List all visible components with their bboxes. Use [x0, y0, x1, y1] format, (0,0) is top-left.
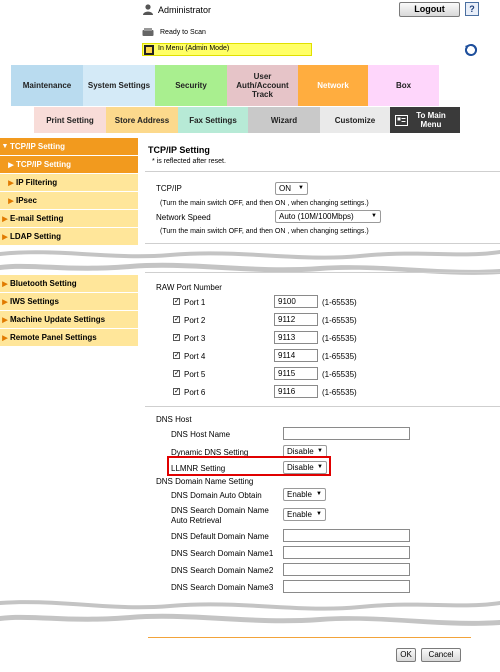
llmnr-label: LLMNR Setting — [171, 464, 226, 473]
arrow-right-icon: ▶ — [2, 316, 8, 324]
dynamic-dns-select[interactable]: Disable ▼ — [283, 445, 327, 458]
tab-maintenance[interactable]: Maintenance — [11, 65, 83, 106]
tab-customize[interactable]: Customize — [320, 107, 390, 133]
dynamic-dns-label: Dynamic DNS Setting — [171, 448, 249, 457]
dns-search-name2-label: DNS Search Domain Name2 — [171, 566, 274, 575]
port5-range: (1-65535) — [322, 370, 357, 379]
port6-label: Port 6 — [184, 388, 206, 397]
port5-checkbox[interactable]: ✓ — [174, 370, 180, 377]
admin-user-icon — [142, 4, 154, 15]
port2-input[interactable]: 9112 — [274, 313, 318, 326]
status-text: Ready to Scan — [160, 29, 206, 36]
page-title: TCP/IP Setting — [148, 145, 210, 155]
dns-host-title: DNS Host — [156, 415, 192, 424]
port1-input[interactable]: 9100 — [274, 295, 318, 308]
port1-label: Port 1 — [184, 298, 206, 307]
dns-search-name1-input[interactable] — [283, 546, 410, 559]
main-menu-icon — [395, 115, 408, 126]
page-break — [0, 595, 500, 629]
port3-checkbox[interactable]: ✓ — [174, 334, 180, 341]
tab-box[interactable]: Box — [368, 65, 439, 106]
network-speed-label: Network Speed — [156, 213, 211, 222]
tab-fax-settings[interactable]: Fax Settings — [178, 107, 248, 133]
port2-checkbox[interactable]: ✓ — [174, 316, 180, 323]
divider — [145, 171, 500, 172]
divider — [145, 272, 500, 273]
sidebar-item-ldap-setting[interactable]: ▶ LDAP Setting — [0, 228, 138, 246]
reset-note: * is reflected after reset. — [152, 158, 226, 165]
chevron-down-icon: ▼ — [298, 185, 304, 191]
arrow-right-icon: ▶ — [8, 179, 14, 187]
ok-button[interactable]: OK — [396, 648, 416, 662]
tab-network[interactable]: Network — [298, 65, 368, 106]
sidebar-item-iws-settings[interactable]: ▶ IWS Settings — [0, 293, 138, 311]
sidebar-item-email-setting[interactable]: ▶ E-mail Setting — [0, 210, 138, 228]
dns-search-auto-label-line2: Auto Retrieval — [171, 516, 222, 525]
speed-hint: (Turn the main switch OFF, and then ON , when changing settings.) — [160, 228, 369, 235]
dns-search-auto-label: DNS Search Domain Name — [171, 506, 269, 515]
dns-domain-auto-obtain-label: DNS Domain Auto Obtain — [171, 491, 262, 500]
arrow-right-icon: ▶ — [8, 161, 14, 169]
sidebar-item-remote-panel-settings[interactable]: ▶ Remote Panel Settings — [0, 329, 138, 347]
tab-security[interactable]: Security — [155, 65, 227, 106]
port3-label: Port 3 — [184, 334, 206, 343]
port4-checkbox[interactable]: ✓ — [174, 352, 180, 359]
sidebar-item-bluetooth-setting[interactable]: ▶ Bluetooth Setting — [0, 275, 138, 293]
port1-range: (1-65535) — [322, 298, 357, 307]
admin-mode-text: In Menu (Admin Mode) — [158, 45, 230, 52]
tab-system-settings[interactable]: System Settings — [83, 65, 155, 106]
port6-input[interactable]: 9116 — [274, 385, 318, 398]
tab-store-address[interactable]: Store Address — [106, 107, 178, 133]
chevron-down-icon: ▼ — [316, 491, 322, 497]
arrow-right-icon: ▶ — [2, 215, 8, 223]
to-main-menu-button[interactable] — [390, 107, 460, 133]
chevron-down-icon: ▼ — [371, 213, 377, 219]
network-speed-select[interactable]: Auto (10M/100Mbps) ▼ — [275, 210, 381, 223]
expanded-arrow-icon: ▼ — [1, 143, 9, 150]
help-button[interactable]: ? — [465, 2, 479, 16]
dns-default-domain-input[interactable] — [283, 529, 410, 542]
dns-host-name-input[interactable] — [283, 427, 410, 440]
arrow-right-icon: ▶ — [2, 334, 8, 342]
dns-search-name3-input[interactable] — [283, 580, 410, 593]
refresh-icon[interactable] — [464, 43, 478, 57]
port1-checkbox[interactable]: ✓ — [174, 298, 180, 305]
divider — [145, 406, 500, 407]
port2-range: (1-65535) — [322, 316, 357, 325]
tab-user-auth-account-track[interactable]: User Auth/Account Track — [227, 65, 298, 106]
tab-wizard[interactable]: Wizard — [248, 107, 320, 133]
to-main-menu-label: To Main Menu — [416, 111, 446, 129]
sidebar-subitem-tcpip-setting[interactable]: ▶ TCP/IP Setting — [0, 156, 138, 174]
admin-mode-icon — [144, 45, 154, 55]
llmnr-select[interactable]: Disable ▼ — [283, 461, 327, 474]
chevron-down-icon: ▼ — [317, 448, 323, 454]
arrow-right-icon: ▶ — [2, 280, 8, 288]
port3-range: (1-65535) — [322, 334, 357, 343]
port2-label: Port 2 — [184, 316, 206, 325]
port4-range: (1-65535) — [322, 352, 357, 361]
chevron-down-icon: ▼ — [317, 464, 323, 470]
sidebar-subitem-ipsec[interactable]: ▶ IPsec — [0, 192, 138, 210]
footer-rule — [148, 637, 471, 638]
logout-button[interactable]: Logout — [399, 2, 460, 17]
port5-label: Port 5 — [184, 370, 206, 379]
tcpip-select[interactable]: ON ▼ — [275, 182, 308, 195]
sidebar-item-machine-update-settings[interactable]: ▶ Machine Update Settings — [0, 311, 138, 329]
port4-input[interactable]: 9114 — [274, 349, 318, 362]
arrow-right-icon: ▶ — [2, 233, 8, 241]
port6-checkbox[interactable]: ✓ — [174, 388, 180, 395]
dns-default-domain-label: DNS Default Domain Name — [171, 532, 269, 541]
dns-domain-title: DNS Domain Name Setting — [156, 477, 254, 486]
sidebar-subitem-ip-filtering[interactable]: ▶ IP Filtering — [0, 174, 138, 192]
tcpip-hint: (Turn the main switch OFF, and then ON , when changing settings.) — [160, 200, 369, 207]
arrow-right-icon: ▶ — [8, 197, 14, 205]
port5-input[interactable]: 9115 — [274, 367, 318, 380]
arrow-right-icon: ▶ — [2, 298, 8, 306]
dns-search-auto-select[interactable]: Enable ▼ — [283, 508, 326, 521]
port3-input[interactable]: 9113 — [274, 331, 318, 344]
sidebar-item-tcpip-setting[interactable]: ▼ TCP/IP Setting — [0, 138, 138, 156]
admin-user-label: Administrator — [158, 5, 212, 15]
dns-search-name2-input[interactable] — [283, 563, 410, 576]
port4-label: Port 4 — [184, 352, 206, 361]
dns-host-name-label: DNS Host Name — [171, 430, 231, 439]
scanner-status-icon — [142, 27, 154, 38]
raw-port-title: RAW Port Number — [156, 283, 222, 292]
tcpip-label: TCP/IP — [156, 184, 182, 193]
chevron-down-icon: ▼ — [316, 511, 322, 517]
admin-mode-bar — [142, 43, 312, 56]
dns-search-name3-label: DNS Search Domain Name3 — [171, 583, 274, 592]
port6-range: (1-65535) — [322, 388, 357, 397]
cancel-button[interactable]: Cancel — [421, 648, 461, 662]
dns-domain-auto-obtain-select[interactable]: Enable ▼ — [283, 488, 326, 501]
dns-search-name1-label: DNS Search Domain Name1 — [171, 549, 274, 558]
tab-print-setting[interactable]: Print Setting — [34, 107, 106, 133]
